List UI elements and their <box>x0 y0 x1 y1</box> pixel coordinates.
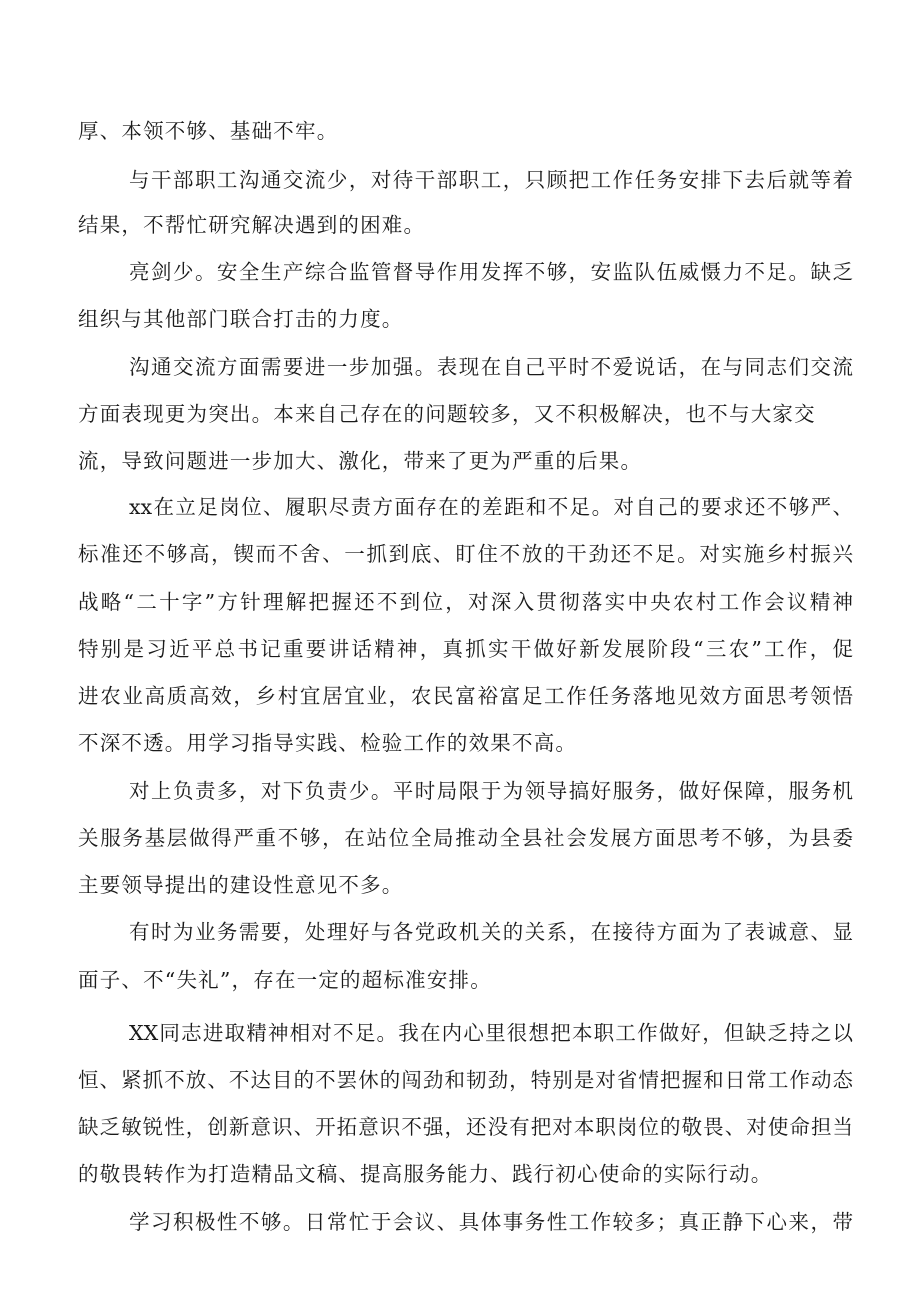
text-line: 特别是习近平总书记重要讲话精神，真抓实干做好新发展阶段“三农”工作，促 <box>78 637 853 661</box>
text-line: 亮剑少。安全生产综合监管督导作用发挥不够，安监队伍威慑力不足。缺乏 <box>129 260 853 284</box>
text-line: 关服务基层做得严重不够，在站位全局推动全县社会发展方面思考不够，为县委 <box>78 826 853 850</box>
text-line: 结果，不帮忙研究解决遇到的困难。 <box>78 213 426 237</box>
text-line: 的敬畏转作为打造精品文稿、提高服务能力、践行初心使命的实际行动。 <box>78 1162 773 1186</box>
text-line: 恒、紧抓不放、不达目的不罢休的闯劲和韧劲，特别是对省情把握和日常工作动态 <box>78 1068 853 1092</box>
text-line: 缺乏敏锐性，创新意识、开拓意识不强，还没有把对本职岗位的敬畏、对使命担当 <box>78 1115 853 1139</box>
text-line: 方面表现更为突出。本来自己存在的问题较多，又不积极解决，也不与大家交 <box>78 402 816 426</box>
text-line: 主要领导提出的建设性意见不多。 <box>78 873 404 897</box>
text-line: 标准还不够高，锲而不舍、一抓到底、盯住不放的干劲还不足。对实施乡村振兴 <box>78 542 853 566</box>
text-line: 组织与其他部门联合打击的力度。 <box>78 307 404 331</box>
text-line: 面子、不“失礼”，存在一定的超标准安排。 <box>78 968 492 992</box>
text-line: 不深不透。用学习指导实践、检验工作的效果不高。 <box>78 731 578 755</box>
text-line: 沟通交流方面需要进一步加强。表现在自己平时不爱说话，在与同志们交流 <box>129 355 853 379</box>
text-line: 战略“二十字”方针理解把握还不到位，对深入贯彻落实中央农村工作会议精神 <box>78 590 853 614</box>
text-line: 有时为业务需要，处理好与各党政机关的关系，在接待方面为了表诚意、显 <box>129 920 853 944</box>
text-line: 与干部职工沟通交流少，对待干部职工，只顾把工作任务安排下去后就等着 <box>129 168 853 192</box>
text-line: 进农业高质高效，乡村宜居宜业，农民富裕富足工作任务落地见效方面思考领悟 <box>78 684 853 708</box>
text-line: 流，导致问题进一步加大、激化，带来了更为严重的后果。 <box>78 449 643 473</box>
text-line: 对上负责多，对下负责少。平时局限于为领导搞好服务，做好保障，服务机 <box>129 779 853 803</box>
text-line: XX同志进取精神相对不足。我在内心里很想把本职工作做好，但缺乏持之以 <box>129 1021 853 1045</box>
text-line: xx在立足岗位、履职尽责方面存在的差距和不足。对自己的要求还不够严、 <box>129 495 853 519</box>
text-line: 厚、本领不够、基础不牢。 <box>78 119 339 143</box>
text-line: 学习积极性不够。日常忙于会议、具体事务性工作较多；真正静下心来，带 <box>129 1210 853 1234</box>
